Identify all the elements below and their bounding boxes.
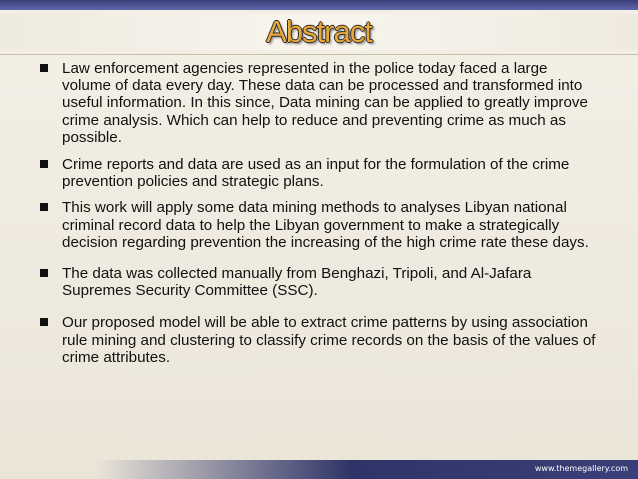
slide-title: Abstract [266,14,372,49]
top-decor-band [0,0,638,10]
square-bullet-icon [40,269,48,277]
bullet-item [40,156,600,190]
title-divider [0,54,638,55]
footer-website-link[interactable]: www.themegallery.com [534,464,628,473]
bullet-text: Crime reports and data are used as an input for the formulation of the crime prevention policies and strategic plans. [62,156,570,191]
square-bullet-icon [40,318,48,326]
bullet-text: The data was collected manually from Benghazi, Tripoli, and Al-Jafara Supremes Security Committee (SSC). [62,265,532,300]
bullet-text: Law enforcement agencies represented in the police today faced a large volume of data every day. These data can be processed and transformed into useful information. In this since, Data mining can be applied to greatly improve crime analysis. Which can help to reduce and preventing crime as much as possible. [62,60,588,146]
bullet-text: Our proposed model will be able to extract crime patterns by using association rule mining and clustering to classify crime records on the basis of the values of crime attributes. [62,314,596,366]
square-bullet-icon [40,203,48,211]
bullet-item [40,314,600,366]
bullet-item [40,60,600,146]
bullet-text: This work will apply some data mining methods to analyses Libyan national criminal record data to help the Libyan government to make a strategically decision regarding prevention the increasing of the high crime rate these days. [62,199,589,251]
square-bullet-icon [40,160,48,168]
bullet-item [40,199,600,251]
square-bullet-icon [40,64,48,72]
bullet-item [40,265,600,299]
bullet-list [40,60,600,366]
